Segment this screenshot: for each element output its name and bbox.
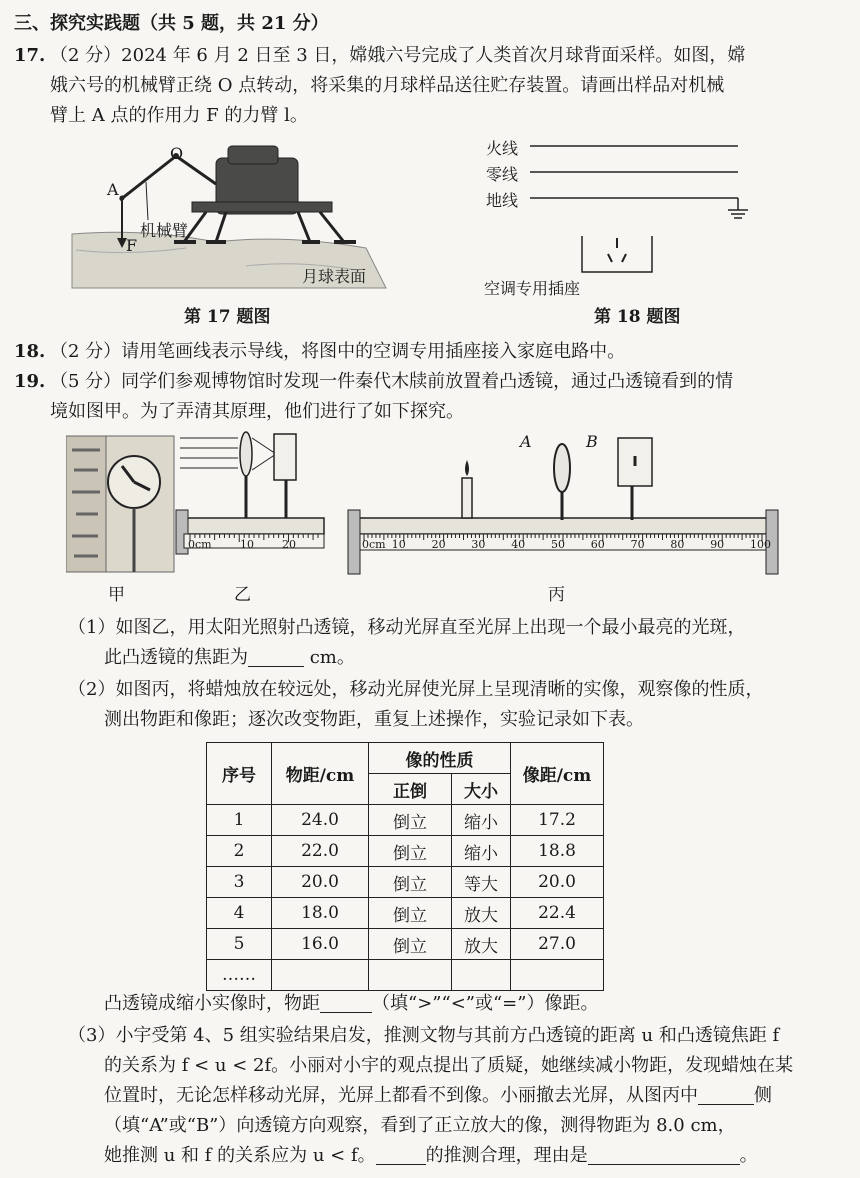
cell-size: 放大 — [452, 898, 511, 929]
table-row — [207, 805, 604, 836]
ruler-bing-tick-label: 10 — [391, 538, 406, 551]
fig18-ground-label: 地线 — [486, 191, 519, 210]
lens — [554, 444, 570, 492]
q19-p1-text: 此凸透镜的焦距为 — [104, 647, 248, 668]
cell-orientation: 倒立 — [369, 929, 452, 960]
q19-p3-text-5: 她推测 u 和 f 的关系应为 u < f。 — [104, 1145, 376, 1166]
fig19-label-jia: 甲 — [108, 585, 125, 605]
q19-p2-q-text: 凸透镜成缩小实像时，物距 — [104, 993, 320, 1014]
fig-jia-artifact — [66, 436, 174, 572]
ruler-bing-tick-label: 100 — [750, 538, 771, 551]
ruler-bing-tick-label: 20 — [431, 538, 446, 551]
fig17-label-arm: 机械臂 — [140, 221, 189, 240]
ruler-bing-tick-label: 50 — [551, 538, 565, 551]
th-image-distance: 像距/cm — [511, 743, 604, 805]
candle — [462, 478, 472, 518]
cell-orientation: 倒立 — [369, 867, 452, 898]
q19-number: 19. — [14, 371, 46, 392]
fig-bing-bench — [348, 438, 778, 574]
th-image-nature: 像的性质 — [369, 743, 511, 774]
fig19-label-bing: 丙 — [548, 585, 565, 605]
q19-p3-line4: （填“A”或“B”）向透镜方向观察，看到了正立放大的像，测得物距为 8.0 cm， — [104, 1115, 736, 1136]
q19-p1-line2 — [104, 644, 355, 672]
cell-object-distance: 16.0 — [272, 929, 369, 960]
q19-p3-line1: （3）小宇受第 4、5 组实验结果启发，推测文物与其前方凸透镜的距离 u 和凸透镜焦距 f — [68, 1025, 780, 1046]
cell-index: 5 — [207, 929, 272, 960]
q17-line2: 娥六号的机械臂正绕 O 点转动，将采集的月球样品送往贮存装置。请画出样品对机械 — [50, 75, 725, 96]
fig19-point-b: B — [586, 432, 598, 451]
cell-size: 等大 — [452, 867, 511, 898]
table-row — [207, 960, 604, 991]
q19-p3-end: 。 — [739, 1145, 758, 1166]
q19-line2: 境如图甲。为了弄清其原理，他们进行了如下探究。 — [50, 401, 464, 422]
fig17-caption: 第 17 题图 — [184, 307, 271, 327]
cell-index: 4 — [207, 898, 272, 929]
experiment-table — [206, 742, 604, 991]
cell-object-distance: 24.0 — [272, 805, 369, 836]
who-blank[interactable] — [376, 1144, 426, 1165]
cell-orientation: 倒立 — [369, 898, 452, 929]
cell-image-distance: 22.4 — [511, 898, 604, 929]
th-size: 大小 — [452, 774, 511, 805]
fig17-label-f: F — [126, 236, 138, 255]
th-orientation: 正倒 — [369, 774, 452, 805]
q17-line1 — [14, 42, 745, 70]
cell-size: 放大 — [452, 929, 511, 960]
q19-p2-q-hint: （填“>”“<”或“=”）像距。 — [372, 993, 599, 1014]
q19-text-1: （5 分）同学们参观博物馆时发现一件秦代木牍前放置着凸透镜，通过凸透镜看到的情 — [50, 371, 734, 392]
fig18-neutral-label: 零线 — [486, 165, 519, 184]
q17-number: 17. — [14, 45, 46, 66]
q19-p3-line2: 的关系为 f < u < 2f。小丽对小宇的观点提出了质疑，她继续减小物距，发现蜡烛在某 — [104, 1055, 794, 1076]
q18-text: （2 分）请用笔画线表示导线，将图中的空调专用插座接入家庭电路中。 — [50, 341, 626, 362]
side-blank[interactable] — [698, 1084, 754, 1105]
cell-index: 2 — [207, 836, 272, 867]
compare-blank[interactable] — [320, 992, 372, 1013]
ruler-bing-unit: 0cm — [362, 538, 386, 551]
cell-object-distance: 20.0 — [272, 867, 369, 898]
q19-p3-line3 — [104, 1082, 772, 1110]
ruler-bing-tick-label: 40 — [511, 538, 526, 551]
cell-image-distance: 27.0 — [511, 929, 604, 960]
fig17-label-a: A — [107, 180, 119, 199]
q19-p2-line1: （2）如图丙，将蜡烛放在较远处，移动光屏使光屏上呈现清晰的实像，观察像的性质， — [68, 679, 764, 700]
ruler-bing-tick-label: 60 — [590, 538, 605, 551]
ruler-bing-tick-label: 80 — [670, 538, 685, 551]
q17-line3: 臂上 A 点的作用力 F 的力臂 l。 — [50, 105, 308, 126]
cell-orientation: 倒立 — [369, 805, 452, 836]
cell-image-distance: 17.2 — [511, 805, 604, 836]
table-row — [207, 929, 604, 960]
q17-text-1: （2 分）2024 年 6 月 2 日至 3 日，嫦娥六号完成了人类首次月球背面采样。如图，嫦 — [50, 45, 746, 66]
q19-p2-question — [104, 990, 598, 1018]
q19-line1 — [14, 368, 733, 396]
ruler-yi-unit: 0cm — [188, 538, 212, 551]
th-object-distance: 物距/cm — [272, 743, 369, 805]
cell-size: 缩小 — [452, 836, 511, 867]
q19-p3-line5 — [104, 1142, 758, 1170]
q18-number: 18. — [14, 341, 46, 362]
cell-image-distance: 20.0 — [511, 867, 604, 898]
figure-19 — [66, 430, 796, 580]
ruler-bing-tick-label: 30 — [471, 538, 486, 551]
table-row — [207, 836, 604, 867]
focal-length-blank[interactable] — [248, 646, 304, 667]
ruler-yi-20: 20 — [282, 538, 296, 551]
cell-object-distance: 18.0 — [272, 898, 369, 929]
q19-p2-line2: 测出物距和像距；逐次改变物距，重复上述操作，实验记录如下表。 — [104, 709, 644, 730]
ruler-yi-10: 10 — [240, 538, 254, 551]
fig18-caption: 第 18 题图 — [594, 307, 681, 327]
fig17-label-o: O — [170, 144, 184, 163]
table-row — [207, 867, 604, 898]
ruler-bing-tick-label: 90 — [710, 538, 725, 551]
fig-yi-bench — [176, 432, 324, 554]
fig19-label-yi: 乙 — [234, 585, 251, 605]
q19-p3-side: 侧 — [754, 1085, 772, 1106]
cell-index: 3 — [207, 867, 272, 898]
cell-ellipsis: …… — [207, 960, 272, 991]
q19-p1-line1: （1）如图乙，用太阳光照射凸透镜，移动光屏直至光屏上出现一个最小最亮的光斑， — [68, 617, 746, 638]
q19-p1-unit: cm。 — [304, 647, 355, 668]
ruler-bing-tick-label: 70 — [630, 538, 645, 551]
cell-size: 缩小 — [452, 805, 511, 836]
cell-object-distance: 22.0 — [272, 836, 369, 867]
figure-18 — [524, 138, 754, 288]
reason-blank[interactable] — [588, 1144, 740, 1165]
q19-p3-reason: 的推测合理，理由是 — [425, 1145, 588, 1166]
fig18-socket-label: 空调专用插座 — [484, 279, 581, 298]
cell-image-distance: 18.8 — [511, 836, 604, 867]
fig17-label-surface: 月球表面 — [302, 267, 367, 286]
fig18-live-label: 火线 — [486, 139, 519, 158]
q18-line — [14, 338, 625, 366]
th-index: 序号 — [207, 743, 272, 805]
section-heading: 三、探究实践题（共 5 题，共 21 分） — [14, 13, 329, 34]
q19-p3-text-3: 位置时，无论怎样移动光屏，光屏上都看不到像。小丽撤去光屏，从图丙中 — [104, 1085, 698, 1106]
cell-index: 1 — [207, 805, 272, 836]
table-row — [207, 898, 604, 929]
fig19-point-a: A — [520, 432, 532, 451]
cell-orientation: 倒立 — [369, 836, 452, 867]
